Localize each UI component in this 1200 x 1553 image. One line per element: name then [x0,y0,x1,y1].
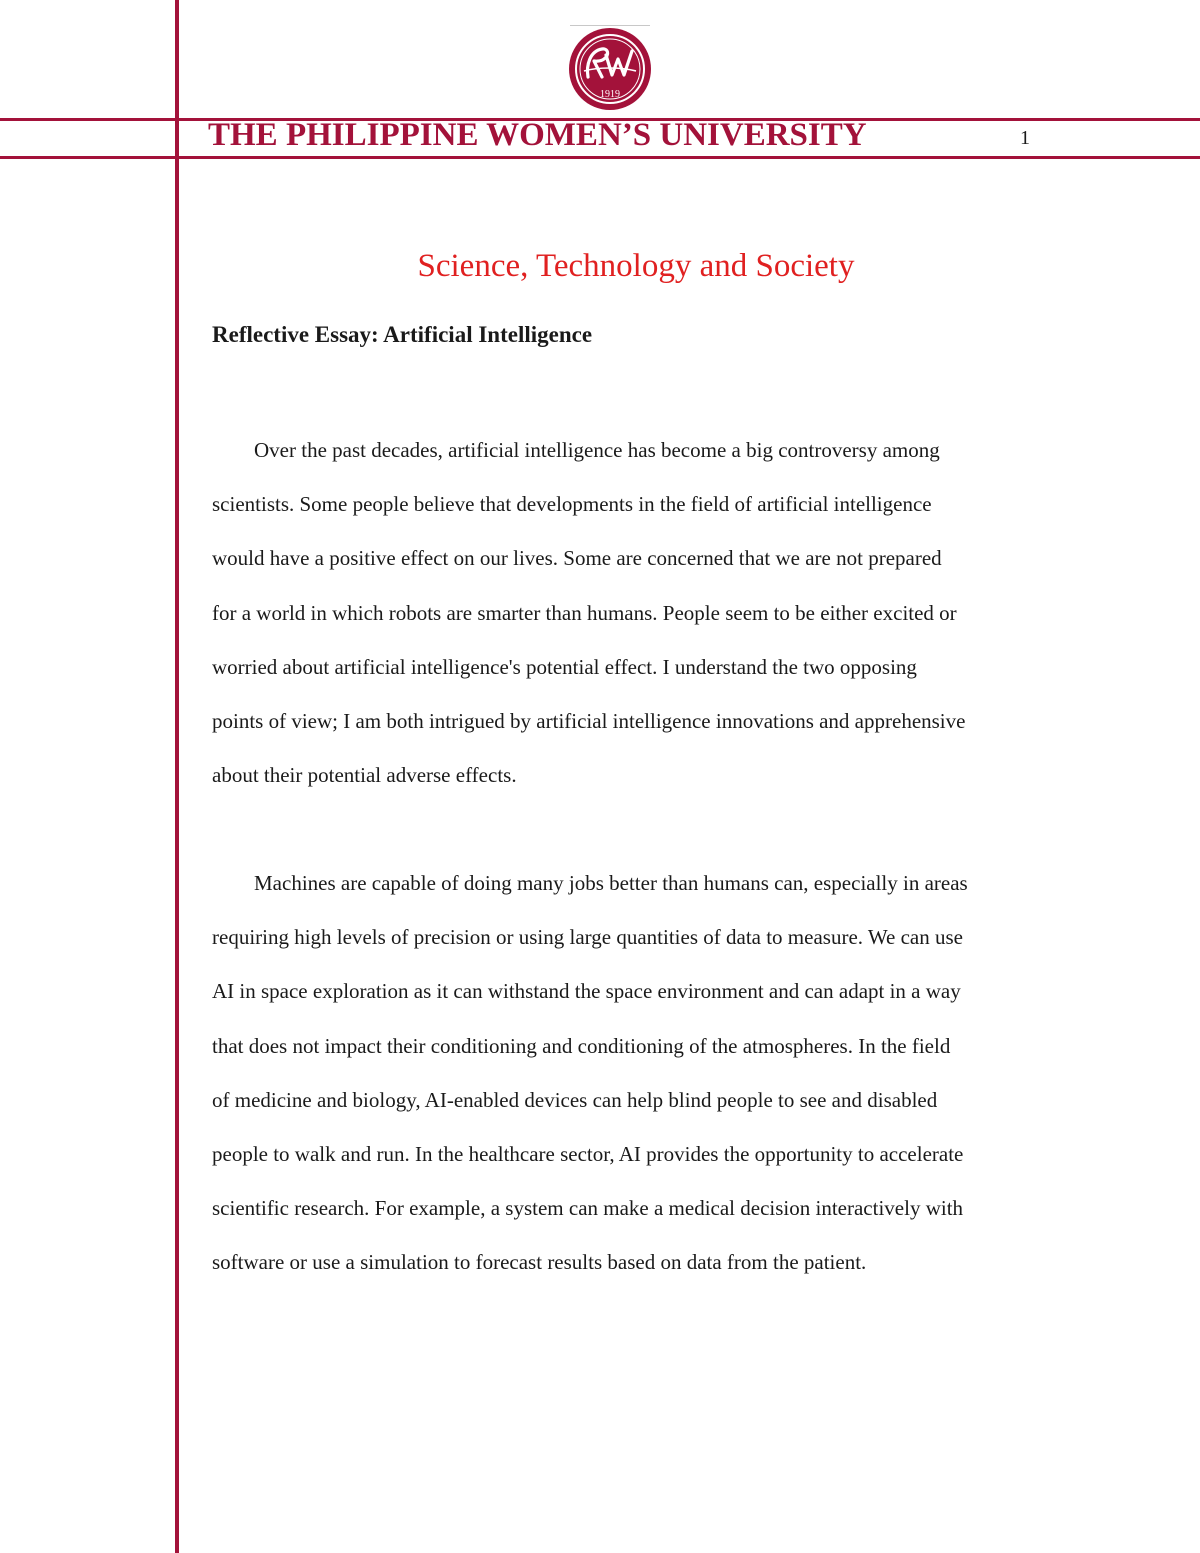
page-number: 1 [1020,127,1030,149]
paragraph-line: scientists. Some people believe that developments in the field of artificial intelligence [212,492,932,517]
university-name: THE PHILIPPINE WOMEN’S UNIVERSITY [208,117,867,153]
paragraph-line: would have a positive effect on our lives. Some are concerned that we are not prepared [212,546,942,571]
paragraph-line: Over the past decades, artificial intelligence has become a big controversy among [254,438,940,462]
left-margin-rule [175,0,179,1553]
essay-title: Reflective Essay: Artificial Intelligence [212,322,593,347]
header-rule-bottom [0,156,1200,159]
logo-year: 1919 [600,89,620,100]
body-paragraph-2 [212,856,1072,1290]
paragraph-line: Machines are capable of doing many jobs better than humans can, especially in areas [254,871,968,895]
paragraph-line: about their potential adverse effects. [212,763,517,788]
paragraph-line: of medicine and biology, AI-enabled devices can help blind people to see and disabled [212,1087,938,1112]
paragraph-line: for a world in which robots are smarter than humans. People seem to be either excited or [212,600,957,625]
university-logo [568,27,652,111]
course-title: Science, Technology and Society [417,248,855,284]
paragraph-line: that does not impact their conditioning and conditioning of the atmospheres. In the field [212,1033,951,1058]
paragraph-line: people to walk and run. In the healthcare sector, AI provides the opportunity to accelerate [212,1142,964,1167]
paragraph-line: requiring high levels of precision or using large quantities of data to measure. We can use [212,925,963,950]
paragraph-line: scientific research. For example, a system can make a medical decision interactively with [212,1196,964,1221]
paragraph-line: AI in space exploration as it can withstand the space environment and can adapt in a way [212,979,961,1004]
logo-divider [570,25,650,26]
paragraph-line: points of view; I am both intrigued by artificial intelligence innovations and apprehensive [212,709,966,734]
paragraph-line: worried about artificial intelligence's potential effect. I understand the two opposing [212,654,917,679]
paragraph-line: software or use a simulation to forecast results based on data from the patient. [212,1250,867,1275]
body-paragraph-1 [212,423,1072,802]
